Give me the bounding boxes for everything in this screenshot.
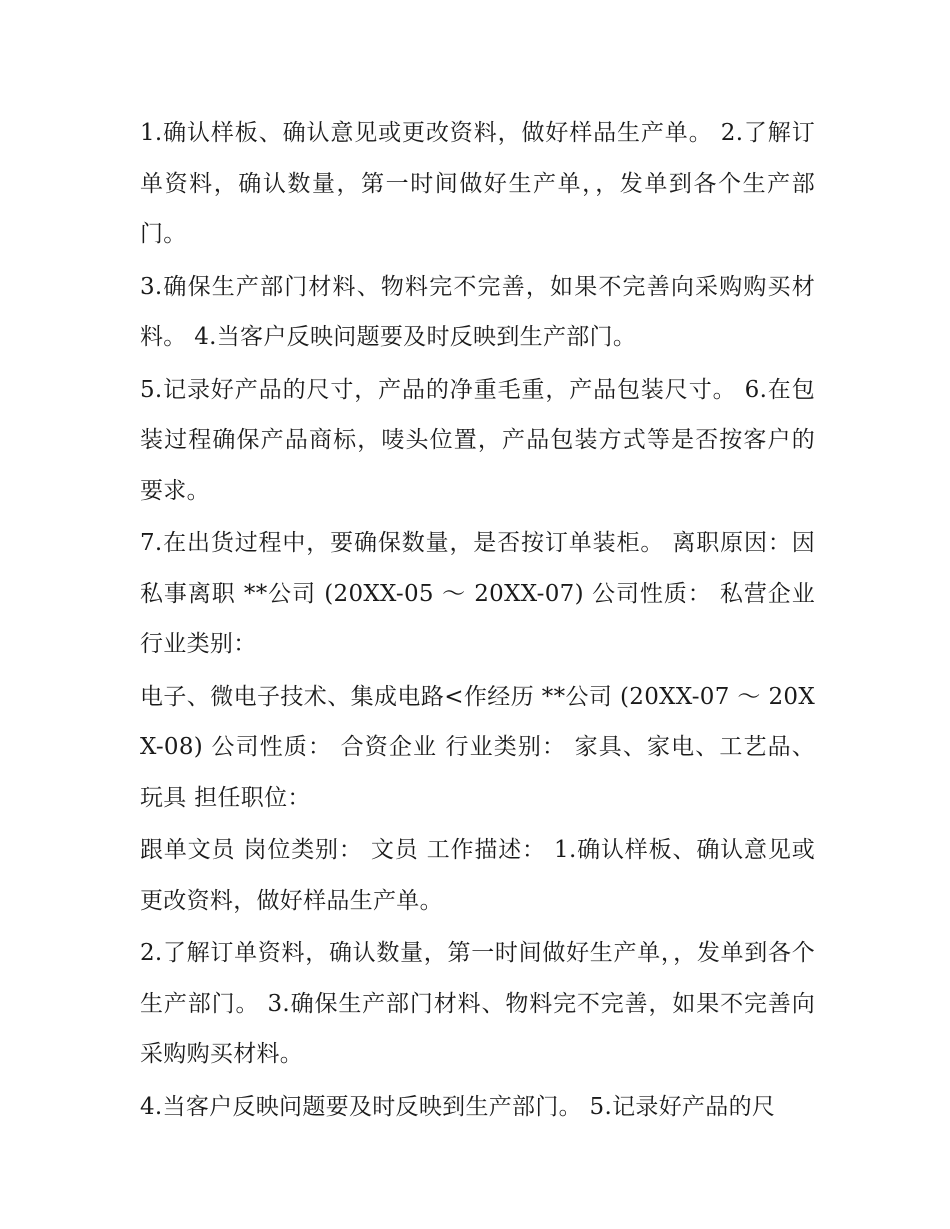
paragraph: 电子、微电子技术、集成电路<作经历 **公司 (20XX-07 ～ 20XX-08) 公司性质： 合资企业 行业类别： 家具、家电、工艺品、玩具 担任职位： xyxy=(140,683,815,811)
paragraph: 1.确认样板、确认意见或更改资料，做好样品生产单。 2.了解订单资料，确认数量，第一时间做好生产单，，发单到各个生产部门。 xyxy=(140,120,815,247)
document-body xyxy=(140,108,815,1134)
paragraph: 跟单文员 岗位类别： 文员 工作描述： 1.确认样板、确认意见或更改资料，做好样品生产单。 xyxy=(140,837,815,914)
paragraph: 4.当客户反映问题要及时反映到生产部门。 5.记录好产品的尺 xyxy=(140,1093,776,1120)
paragraph: 5.记录好产品的尺寸，产品的净重毛重，产品包装尺寸。 6.在包装过程确保产品商标，唛头位置，产品包装方式等是否按客户的要求。 xyxy=(140,376,815,504)
paragraph: 3.确保生产部门材料、物料完不完善，如果不完善向采购购买材料。 4.当客户反映问题要及时反映到生产部门。 xyxy=(140,273,815,350)
paragraph: 7.在出货过程中，要确保数量，是否按订单装柜。 离职原因：因私事离职 **公司 (20XX-05 ～ 20XX-07) 公司性质： 私营企业 行业类别： xyxy=(140,530,815,657)
paragraph: 2.了解订单资料，确认数量，第一时间做好生产单，，发单到各个生产部门。 3.确保生产部门材料、物料完不完善，如果不完善向采购购买材料。 xyxy=(140,940,815,1067)
